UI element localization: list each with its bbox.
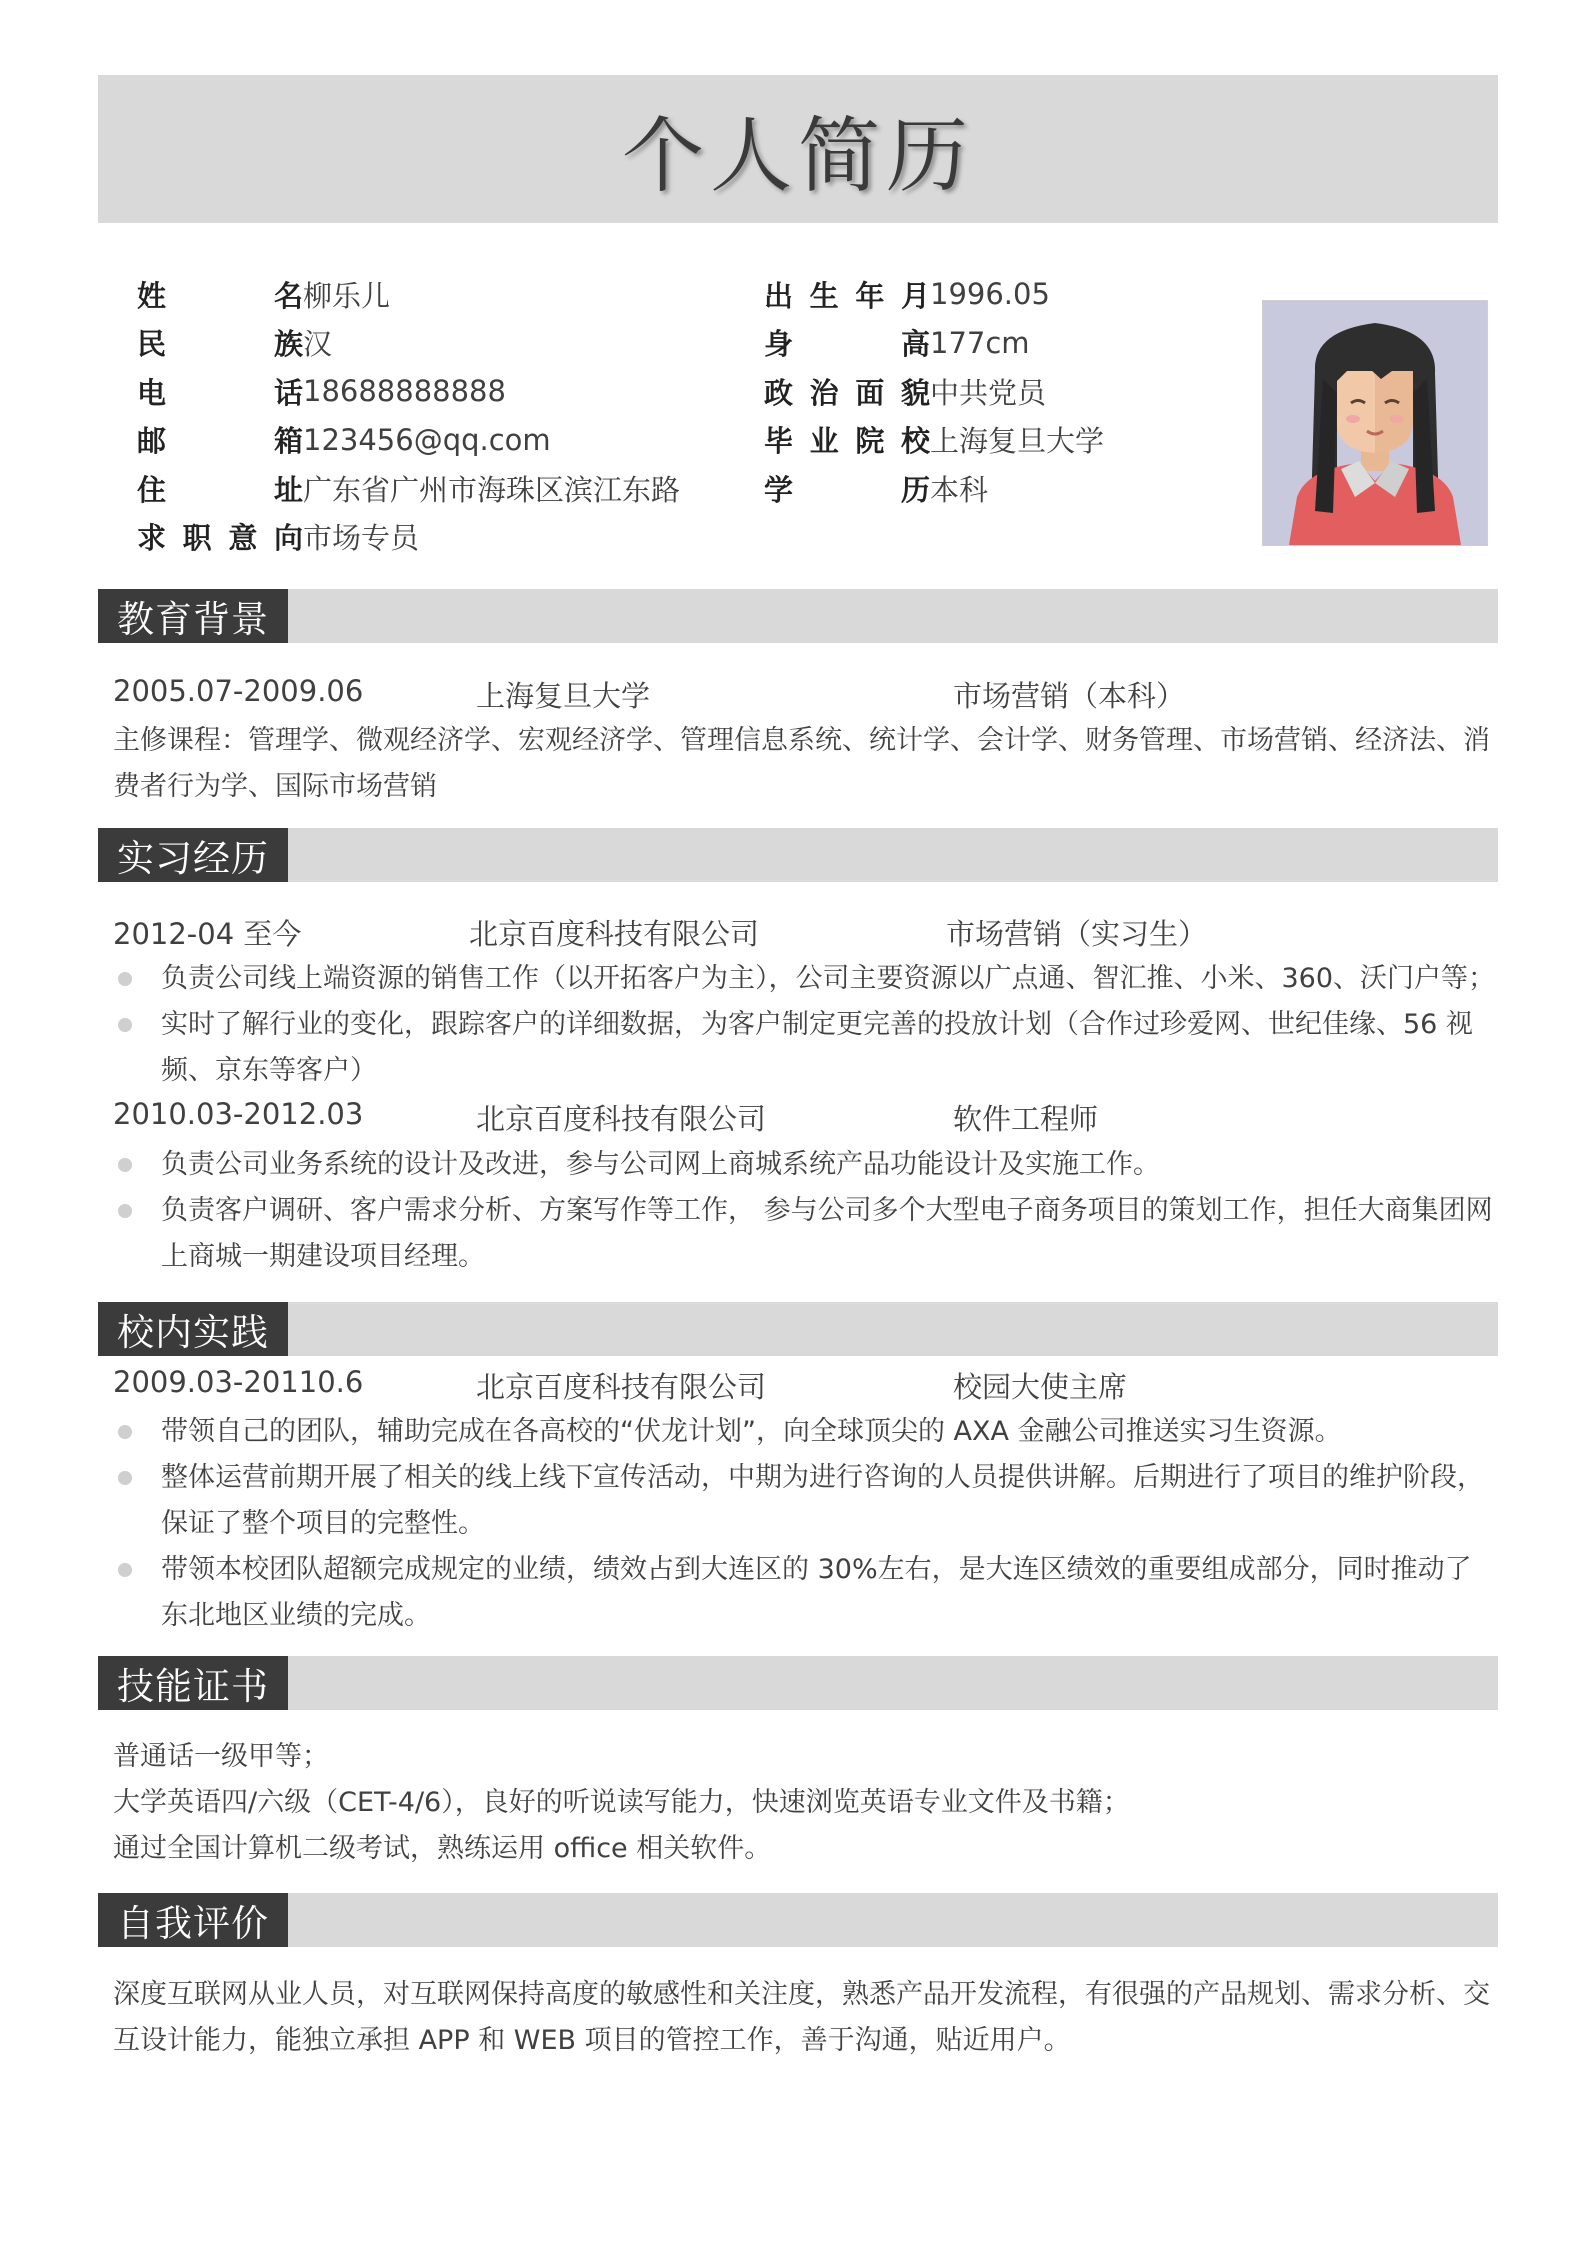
info-value: 中共党员 xyxy=(930,375,1047,410)
info-row-ethnicity xyxy=(137,319,680,368)
education-courses: 主修课程：管理学、微观经济学、宏观经济学、管理信息系统、统计学、会计学、财务管理、市场营销、经济法、消费者行为学、国际市场营销 xyxy=(113,725,1490,802)
info-label: 邮箱 xyxy=(137,424,303,459)
info-value: 本科 xyxy=(930,472,989,507)
entry-date: 2005.07-2009.06 xyxy=(113,674,364,708)
bullet-icon xyxy=(118,1425,132,1439)
info-row-phone xyxy=(137,367,680,416)
entry-role: 校园大使主席 xyxy=(953,1370,1128,1404)
bullet-text: 实时了解行业的变化，跟踪客户的详细数据，为客户制定更完善的投放计划（合作过珍爱网、世纪佳缘、56 视频、京东等客户） xyxy=(161,1009,1473,1086)
bullet-text: 负责公司线上端资源的销售工作（以开拓客户为主），公司主要资源以广点通、智汇推、小米、360、沃门户等； xyxy=(161,963,1496,994)
list-item xyxy=(113,1002,1498,1094)
section-campus xyxy=(98,1302,1498,1356)
entry-date: 2010.03-2012.03 xyxy=(113,1097,364,1131)
section-title: 自我评价 xyxy=(98,1893,288,1947)
avatar xyxy=(1262,300,1488,546)
info-row-email xyxy=(137,416,680,465)
info-label: 电话 xyxy=(137,375,303,410)
info-row-height xyxy=(764,319,1104,368)
info-row-degree xyxy=(764,464,1104,513)
info-row-address xyxy=(137,464,680,513)
title-bar xyxy=(98,75,1498,223)
bullet-text: 负责公司业务系统的设计及改进，参与公司网上商城系统产品功能设计及实施工作。 xyxy=(161,1149,1160,1180)
bullet-text: 负责客户调研、客户需求分析、方案写作等工作， 参与公司多个大型电子商务项目的策划工作，担任大商集团网上商城一期建设项目经理。 xyxy=(161,1195,1493,1272)
list-item xyxy=(113,1188,1498,1280)
list-item xyxy=(113,1142,1498,1188)
info-label: 求职意向 xyxy=(137,521,303,556)
page-title: 个人简历 xyxy=(621,108,974,204)
bullet-text: 带领自己的团队，辅助完成在各高校的“伏龙计划”，向全球顶尖的 AXA 金融公司推送实习生资源。 xyxy=(161,1416,1342,1447)
bullet-icon xyxy=(118,972,132,986)
skill-line: 大学英语四/六级（CET-4/6），良好的听说读写能力，快速浏览英语专业文件及书籍； xyxy=(113,1787,1130,1818)
info-label: 身高 xyxy=(764,327,930,362)
info-label: 毕业院校 xyxy=(764,424,930,459)
list-item xyxy=(113,956,1498,1002)
info-label: 出生年月 xyxy=(764,278,930,313)
entry-org: 北京百度科技有限公司 xyxy=(469,917,760,951)
entry-role: 市场营销（本科） xyxy=(953,679,1186,713)
info-label: 住址 xyxy=(137,472,303,507)
section-title: 教育背景 xyxy=(98,589,288,643)
section-education xyxy=(98,589,1498,643)
skill-line: 通过全国计算机二级考试，熟练运用 office 相关软件。 xyxy=(113,1833,772,1864)
entry-date: 2009.03-20110.6 xyxy=(113,1365,364,1399)
bullet-text: 整体运营前期开展了相关的线上线下宣传活动，中期为进行咨询的人员提供讲解。后期进行了项目的维护阶段，保证了整个项目的完整性。 xyxy=(161,1462,1484,1539)
section-skills xyxy=(98,1656,1498,1710)
section-title: 校内实践 xyxy=(98,1302,288,1356)
personal-info-left xyxy=(137,270,680,561)
info-value: 上海复旦大学 xyxy=(930,424,1105,459)
info-row-name xyxy=(137,270,680,319)
bullet-icon xyxy=(118,1471,132,1485)
section-title: 实习经历 xyxy=(98,828,288,882)
list-item xyxy=(113,1455,1498,1547)
info-label: 姓名 xyxy=(137,278,303,313)
info-value: 汉 xyxy=(303,327,333,362)
info-label: 学历 xyxy=(764,472,930,507)
bullet-icon xyxy=(118,1158,132,1172)
info-label: 民族 xyxy=(137,327,303,362)
list-item xyxy=(113,1547,1498,1639)
info-row-school xyxy=(764,416,1104,465)
section-title: 技能证书 xyxy=(98,1656,288,1710)
bullet-text: 带领本校团队超额完成规定的业绩，绩效占到大连区的 30%左右，是大连区绩效的重要组成部分，同时推动了东北地区业绩的完成。 xyxy=(161,1554,1472,1631)
section-self-evaluation xyxy=(98,1893,1498,1947)
info-value: 柳乐儿 xyxy=(303,278,391,313)
personal-info-right xyxy=(764,270,1104,513)
info-value: 市场专员 xyxy=(303,521,420,556)
bullet-icon xyxy=(118,1204,132,1218)
info-value: 1996.05 xyxy=(930,277,1050,312)
avatar-illustration-icon xyxy=(1263,301,1487,545)
info-value: 18688888888 xyxy=(303,374,506,409)
info-label: 政治面貌 xyxy=(764,375,930,410)
info-value: 177cm xyxy=(930,325,1030,360)
info-value: 广东省广州市海珠区滨江东路 xyxy=(303,472,681,507)
entry-date: 2012-04 至今 xyxy=(113,917,302,951)
entry-org: 北京百度科技有限公司 xyxy=(476,1102,767,1136)
entry-role: 软件工程师 xyxy=(953,1102,1099,1136)
entry-role: 市场营销（实习生） xyxy=(946,917,1208,951)
info-row-birth xyxy=(764,270,1104,319)
self-evaluation-text: 深度互联网从业人员，对互联网保持高度的敏感性和关注度，熟悉产品开发流程，有很强的产品规划、需求分析、交互设计能力，能独立承担 APP 和 WEB 项目的管控工作，善于沟通，贴近用户。 xyxy=(113,1979,1490,2056)
section-internship xyxy=(98,828,1498,882)
info-row-political xyxy=(764,367,1104,416)
bullet-icon xyxy=(118,1018,132,1032)
info-row-objective xyxy=(137,513,680,562)
bullet-icon xyxy=(118,1563,132,1577)
list-item xyxy=(113,1409,1498,1455)
info-value: 123456@qq.com xyxy=(303,422,551,457)
skill-line: 普通话一级甲等； xyxy=(113,1741,329,1772)
entry-org: 上海复旦大学 xyxy=(476,679,651,713)
entry-org: 北京百度科技有限公司 xyxy=(476,1370,767,1404)
